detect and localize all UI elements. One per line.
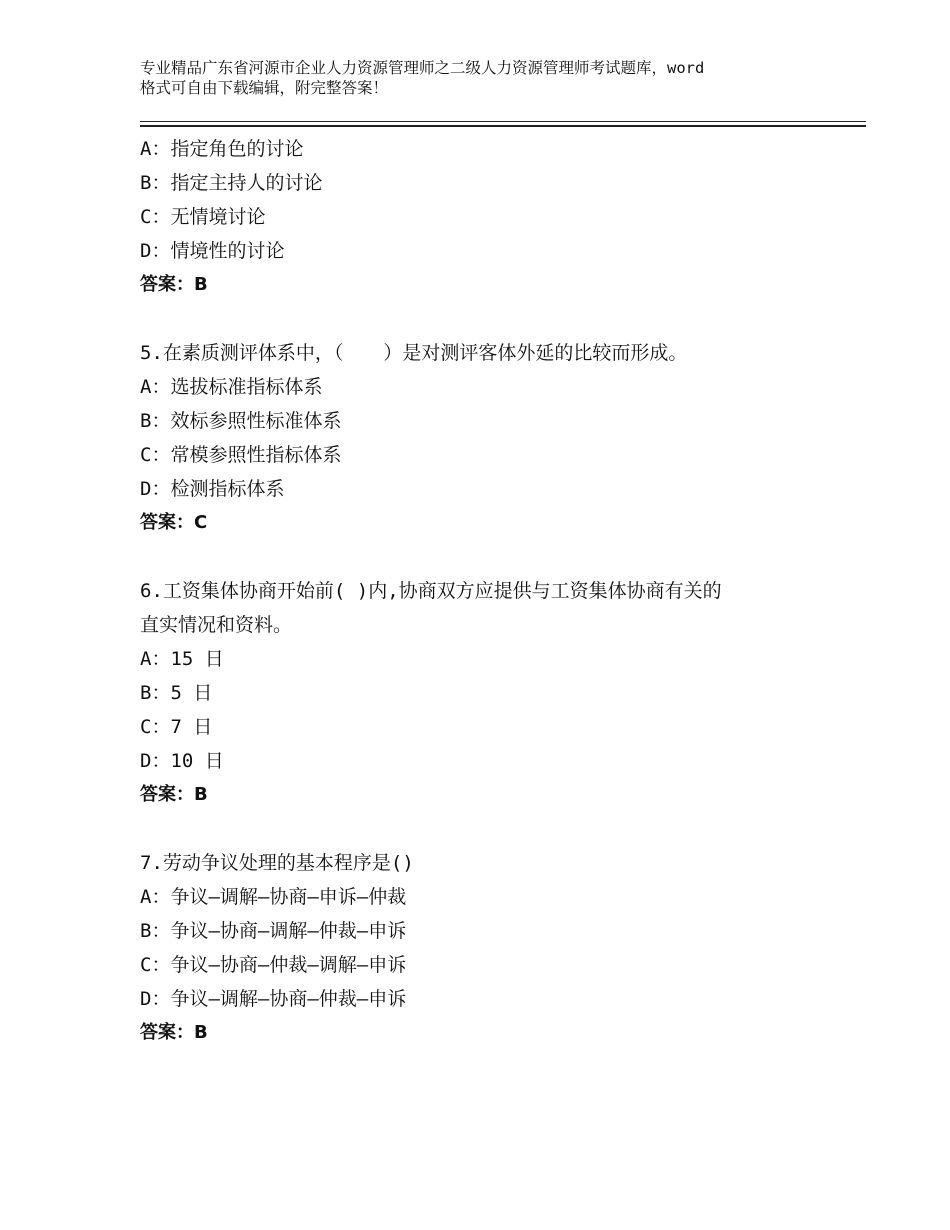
question-4 [140,132,840,302]
q6-stem-line-1: 6.工资集体协商开始前( )内,协商双方应提供与工资集体协商有关的 [140,580,722,602]
q4-option-c: C：无情境讨论 [140,206,266,228]
q5-stem-part-2: ）是对测评客体外延的比较而形成。 [383,342,688,364]
q6-option-b: B：5 日 [140,682,213,704]
question-gap [140,812,840,846]
q4-answer: 答案：B [140,274,208,295]
q4-option-a: A：指定角色的讨论 [140,138,304,160]
q7-answer: 答案：B [140,1022,208,1043]
q6-option-a: A：15 日 [140,648,224,670]
q7-option-c: C：争议—协商—仲裁—调解—申诉 [140,954,407,976]
q7-option-b: B：争议—协商—调解—仲裁—申诉 [140,920,407,942]
q4-option-d: D：情境性的讨论 [140,240,285,262]
q5-option-a: A：选拔标准指标体系 [140,376,323,398]
q6-stem-line-2: 直实情况和资料。 [140,614,293,636]
q6-option-c: C：7 日 [140,716,213,738]
header-title-line-2: 格式可自由下载编辑，附完整答案！ [140,79,389,97]
header-divider-thin [140,121,866,122]
q5-stem-part-1: 5.在素质测评体系中，（ [140,342,344,364]
q5-option-d: D：检测指标体系 [140,478,285,500]
q7-option-a: A：争议—调解—协商—申诉—仲裁 [140,886,407,908]
question-gap [140,302,840,336]
question-content [140,132,840,1050]
q6-answer: 答案：B [140,784,208,805]
q5-answer: 答案：C [140,512,208,533]
question-gap [140,540,840,574]
header-divider-thick [140,125,866,127]
document-header [140,58,840,98]
q6-option-d: D：10 日 [140,750,224,772]
header-title-line-1: 专业精品广东省河源市企业人力资源管理师之二级人力资源管理师考试题库，word [140,59,705,77]
q5-option-c: C：常模参照性指标体系 [140,444,342,466]
question-6 [140,574,840,812]
q5-stem [140,336,840,370]
q7-stem: 7.劳动争议处理的基本程序是() [140,852,414,874]
question-7 [140,846,840,1050]
q7-option-d: D：争议—调解—协商—仲裁—申诉 [140,988,407,1010]
question-5 [140,336,840,540]
q4-option-b: B：指定主持人的讨论 [140,172,323,194]
q5-option-b: B：效标参照性标准体系 [140,410,342,432]
